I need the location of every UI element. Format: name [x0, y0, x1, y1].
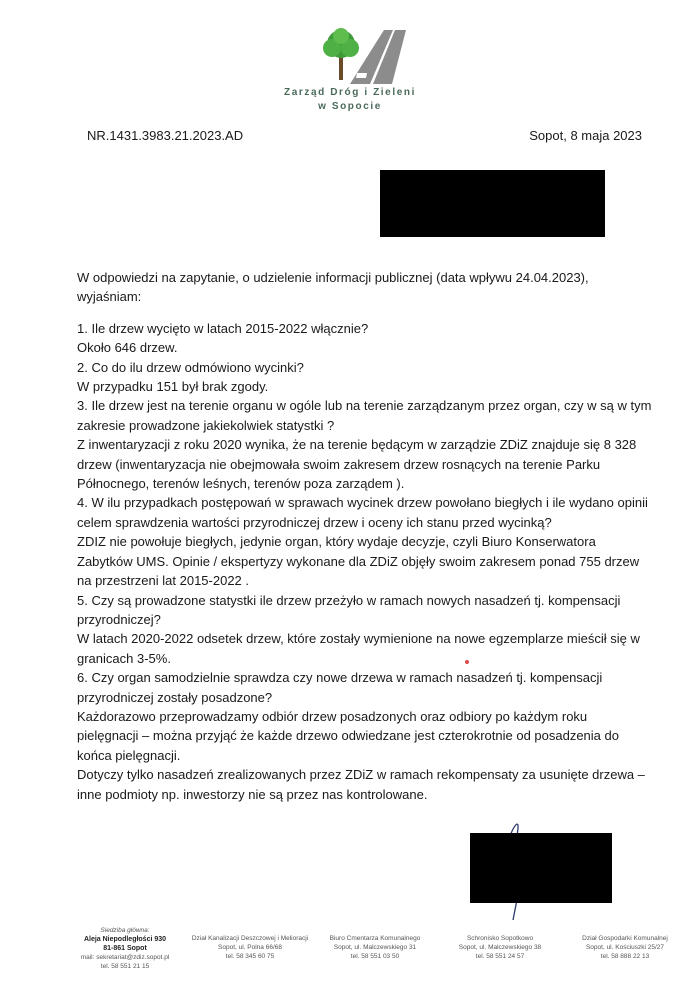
zdiz-logo: [300, 26, 410, 86]
org-name-line1: Zarząd Dróg i Zieleni: [284, 87, 416, 98]
office-tel: tel. 58 345 60 75: [225, 953, 275, 960]
footer-office-4: [555, 934, 695, 961]
question-3: 3. Ile drzew jest na terenie organu w ogóle lub na terenie zarządzanym przez organ, czy w są w tym zakresie prowadzone jakiekolwiek statystki ?: [77, 398, 652, 433]
answer-2: W przypadku 151 był brak zgody.: [77, 379, 269, 395]
footer-hq: [55, 926, 195, 971]
question-4: 4. W ilu przypadkach postępowań w sprawach wycinek drzew powołano biegłych i ile wydano opinii celem sprawdzenia wartości przyrodniczej drzew i oceny ich stanu przed wycinką?: [77, 495, 648, 530]
footer-office-2: [305, 934, 445, 961]
answer-5: W latach 2020-2022 odsetek drzew, które zostały wymienione na nowe egzemplarze mieścił się w granicach 3-5%.: [77, 631, 640, 666]
hq-mail: mail: sekretariat@zdiz.sopot.pl: [80, 954, 170, 961]
office-address: Sopot, ul. Malczewskiego 31: [333, 944, 417, 951]
office-name: Dział Gospodarki Komunalnej: [582, 935, 668, 942]
footer-office-3: [430, 934, 570, 961]
question-1: 1. Ile drzew wycięto w latach 2015-2022 włącznie?: [77, 320, 369, 336]
reference-number: NR.1431.3983.21.2023.AD: [87, 128, 244, 143]
org-name-line2: w Sopocie: [318, 101, 382, 112]
question-6: 6. Czy organ samodzielnie sprawdza czy nowe drzewa w ramach nasadzeń tj. kompensacji przyrodniczej zostały posadzone?: [77, 670, 603, 705]
office-tel: tel. 58 888 22 13: [600, 953, 650, 960]
office-tel: tel. 58 551 03 50: [350, 953, 400, 960]
letter-body: [77, 268, 652, 804]
redacted-signatory: [470, 833, 612, 903]
office-name: Schronisko Sopotkowo: [466, 935, 534, 942]
answer-6: Każdorazowo przeprowadzamy odbiór drzew posadzonych oraz odbiory po każdym roku pielęgnacji – można przyjąć że każde drzewo odwiedzane jest czterokrotnie od posadzenia do końca pielęgnacji.: [77, 708, 619, 763]
office-address: Sopot, ul. Malczewskiego 38: [458, 944, 542, 951]
red-mark: [465, 660, 469, 664]
document-date: Sopot, 8 maja 2023: [529, 128, 642, 143]
office-name: Biuro Cmentarza Komunalnego: [329, 935, 421, 942]
closing-paragraph: Dotyczy tylko nasadzeń zrealizowanych przez ZDiZ w ramach rekompensaty za usunięte drzewa – inne podmioty np. inwestorzy nie są przez nas kontrolowane.: [77, 767, 645, 802]
question-5: 5. Czy są prowadzone statystki ile drzew przeżyło w ramach nowych nasadzeń tj. kompensacji przyrodniczej?: [77, 592, 621, 627]
question-2: 2. Co do ilu drzew odmówiono wycinki?: [77, 359, 304, 375]
office-address: Sopot, ul. Polna 66/68: [218, 944, 282, 951]
answer-3: Z inwentaryzacji z roku 2020 wynika, że na terenie będącym w zarządzie ZDiZ znajduje się 8 328 drzew (inwentaryzacja nie obejmowała swoim zakresem drzew rosnących na terenie Parku Północnego, terenów leśnych, terenów poza zarządem ).: [77, 437, 637, 492]
intro-paragraph: W odpowiedzi na zapytanie, o udzielenie informacji publicznej (data wpływu 24.04.2023), wyjaśniam:: [77, 270, 589, 305]
office-tel: tel. 58 551 24 57: [475, 953, 525, 960]
answer-1: Około 646 drzew.: [77, 340, 178, 356]
office-name: Dział Kanalizacji Deszczowej i Melioracji: [191, 935, 309, 942]
hq-street: Aleja Niepodległości 930: [83, 936, 167, 943]
hq-tel: tel. 58 551 21 15: [100, 963, 150, 970]
hq-label: Siedziba główna:: [100, 927, 150, 934]
answer-4: ZDIZ nie powołuje biegłych, jedynie organ, który wydaje decyzje, czyli Biuro Konserwatora Zabytków UMS. Opinie / ekspertyzy wykonane dla ZDiZ objęły swoim zakresem ponad 755 drzew na przestrzeni lat 2015-2022 .: [77, 534, 640, 589]
redacted-recipient: [380, 170, 605, 237]
office-address: Sopot, ul. Kościuszki 25/27: [585, 944, 665, 951]
hq-city: 81-861 Sopot: [103, 945, 147, 952]
footer-office-1: [180, 934, 320, 961]
